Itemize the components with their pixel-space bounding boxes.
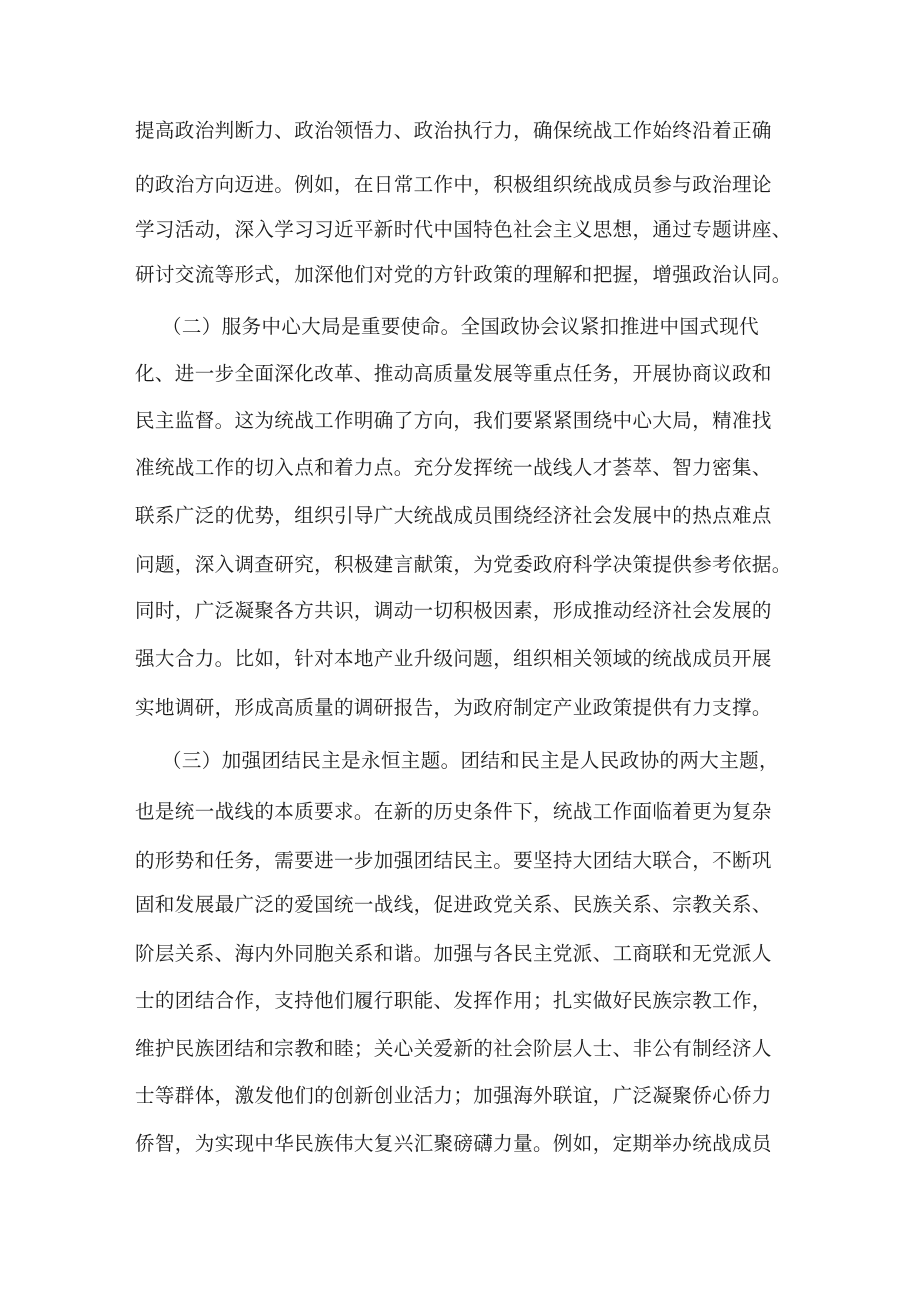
- text-line: 问题，深入调查研究，积极建言献策，为党委政府科学决策提供参考依据。: [135, 553, 792, 576]
- text-line: 学习活动，深入学习习近平新时代中国特色社会主义思想，通过专题讲座、: [135, 218, 792, 241]
- section-heading-line: （三）加强团结民主是永恒主题。团结和民主是人民政协的两大主题，: [162, 749, 779, 772]
- text-line: 联系广泛的优势，组织引导广大统战成员围绕经济社会发展中的热点难点: [135, 504, 772, 527]
- text-line: 民主监督。这为统战工作明确了方向，我们要紧紧围绕中心大局，精准找: [135, 409, 772, 432]
- text-line: 侨智，为实现中华民族伟大复兴汇聚磅礴力量。例如，定期举办统战成员: [135, 1132, 772, 1155]
- section-heading-line: （二）服务中心大局是重要使命。全国政协会议紧扣推进中国式现代: [162, 315, 760, 338]
- text-line: 准统战工作的切入点和着力点。充分发挥统一战线人才荟萃、智力密集、: [135, 456, 772, 479]
- text-line: 同时，广泛凝聚各方共识，调动一切积极因素，形成推动经济社会发展的: [135, 599, 772, 622]
- text-line: 阶层关系、海内外同胞关系和谐。加强与各民主党派、工商联和无党派人: [135, 942, 772, 965]
- text-line: 提高政治判断力、政治领悟力、政治执行力，确保统战工作始终沿着正确: [135, 119, 772, 142]
- text-line: 维护民族团结和宗教和睦；关心关爱新的社会阶层人士、非公有制经济人: [135, 1037, 772, 1060]
- text-line: 士的团结合作，支持他们履行职能、发挥作用；扎实做好民族宗教工作，: [135, 989, 772, 1012]
- text-line: 化、进一步全面深化改革、推动高质量发展等重点任务，开展协商议政和: [135, 362, 772, 385]
- text-line: 的政治方向迈进。例如，在日常工作中，积极组织统战成员参与政治理论: [135, 173, 772, 196]
- text-line: 实地调研，形成高质量的调研报告，为政府制定产业政策提供有力支撑。: [135, 696, 772, 719]
- text-line: 强大合力。比如，针对本地产业升级问题，组织相关领域的统战成员开展: [135, 647, 772, 670]
- text-line: 研讨交流等形式，加深他们对党的方针政策的理解和把握，增强政治认同。: [135, 263, 792, 286]
- text-line: 的形势和任务，需要进一步加强团结民主。要坚持大团结大联合，不断巩: [135, 849, 772, 872]
- text-line: 士等群体，激发他们的创新创业活力；加强海外联谊，广泛凝聚侨心侨力: [135, 1084, 772, 1107]
- text-line: 也是统一战线的本质要求。在新的历史条件下，统战工作面临着更为复杂: [135, 800, 772, 823]
- text-line: 固和发展最广泛的爱国统一战线，促进政党关系、民族关系、宗教关系、: [135, 893, 772, 916]
